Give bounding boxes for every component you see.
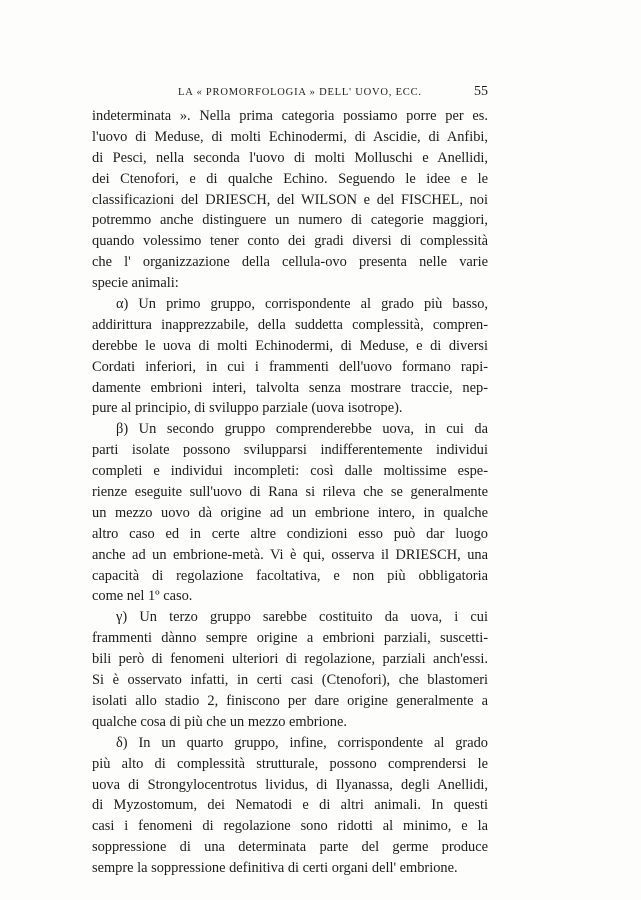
page-number: 55 [474, 84, 488, 99]
text-line: indeterminata ». Nella prima categoria possiamo porre per es. [92, 108, 488, 124]
text-line: casi i fenomeni di regolazione sono ridotti al minimo, e la [92, 818, 488, 835]
text-line: specie animali: [92, 275, 179, 292]
text-line: come nel 1º caso. [92, 588, 193, 605]
text-line: damente embrioni interi, talvolta senza mostrare traccie, nep- [92, 379, 488, 396]
text-line: più alto di complessità strutturale, possono comprendersi le [92, 755, 488, 772]
text-line: che l' organizzazione della cellula-ovo presenta nelle varie [92, 254, 488, 271]
text-line: altro caso ed in certe altre condizioni esso può dar luogo [92, 525, 488, 542]
text-line: completi e individui incompleti: così dalle moltissime espe- [92, 463, 488, 480]
text-line: potremmo anche distinguere un numero di categorie maggiori, [92, 212, 488, 229]
text-line: rienze eseguite sull'uovo di Rana si rileva che se generalmente [92, 484, 488, 501]
text-line: soppressione di una determinata parte del germe produce [92, 839, 488, 856]
body-text [92, 106, 488, 879]
text-line: dei Ctenofori, e di qualche Echino. Seguendo le idee e le [92, 170, 488, 187]
text-line: pure al principio, di sviluppo parziale (uova isotrope). [92, 400, 403, 417]
text-line: addirittura inapprezzabile, della suddetta complessità, compren- [92, 316, 488, 333]
text-line: Si è osservato infatti, in certi casi (Ctenofori), che blastomeri [92, 672, 488, 689]
text-line: di Pesci, nella seconda l'uovo di molti Molluschi e Anellidi, [92, 149, 488, 166]
text-line: sempre la soppressione definitiva di certi organi dell' embrione. [92, 860, 458, 877]
text-line: isolati allo stadio 2, finiscono per dare origine generalmente a [92, 692, 488, 709]
text-line: classificazioni del DRIESCH, del WILSON e del FISCHEL, noi [92, 191, 488, 208]
text-line: α) Un primo gruppo, corrispondente al grado più basso, [116, 296, 488, 313]
text-line: Cordati inferiori, in cui i frammenti dell'uovo formano rapi- [92, 358, 488, 375]
text-line: δ) In un quarto gruppo, infine, corrispondente al grado [116, 734, 488, 751]
text-line: derebbe le uova di molti Echinodermi, di Meduse, e di diversi [92, 337, 488, 354]
text-line: β) Un secondo gruppo comprenderebbe uova, in cui da [116, 421, 488, 438]
text-line: frammenti dànno sempre origine a embrioni parziali, suscetti- [92, 630, 488, 647]
text-line: quando volessimo tener conto dei gradi diversi di complessità [92, 233, 488, 250]
text-line: anche ad un embrione-metà. Vi è qui, osserva il DRIESCH, una [92, 546, 488, 563]
text-line: capacità di regolazione facoltativa, e non più obbligatoria [92, 567, 488, 584]
text-line: qualche cosa di più che un mezzo embrione. [92, 713, 347, 730]
text-line: bili però di fenomeni ulteriori di regolazione, parziali anch'essi. [92, 651, 488, 668]
text-line: di Myzostomum, dei Nematodi e di altri animali. In questi [92, 797, 488, 814]
text-line: parti isolate possono svilupparsi indifferentemente individui [92, 442, 488, 459]
text-line: γ) Un terzo gruppo sarebbe costituito da uova, i cui [116, 609, 488, 626]
text-line: l'uovo di Meduse, di molti Echinodermi, di Ascidie, di Anfibi, [92, 128, 488, 145]
text-line: uova di Strongylocentrotus lividus, di Ilyanassa, degli Anellidi, [92, 776, 488, 793]
running-title: LA « PROMORFOLOGIA » DELL' UOVO, ECC. [178, 87, 422, 98]
running-header [92, 84, 488, 100]
text-line: un mezzo uovo dà origine ad un embrione intero, in qualche [92, 504, 488, 521]
